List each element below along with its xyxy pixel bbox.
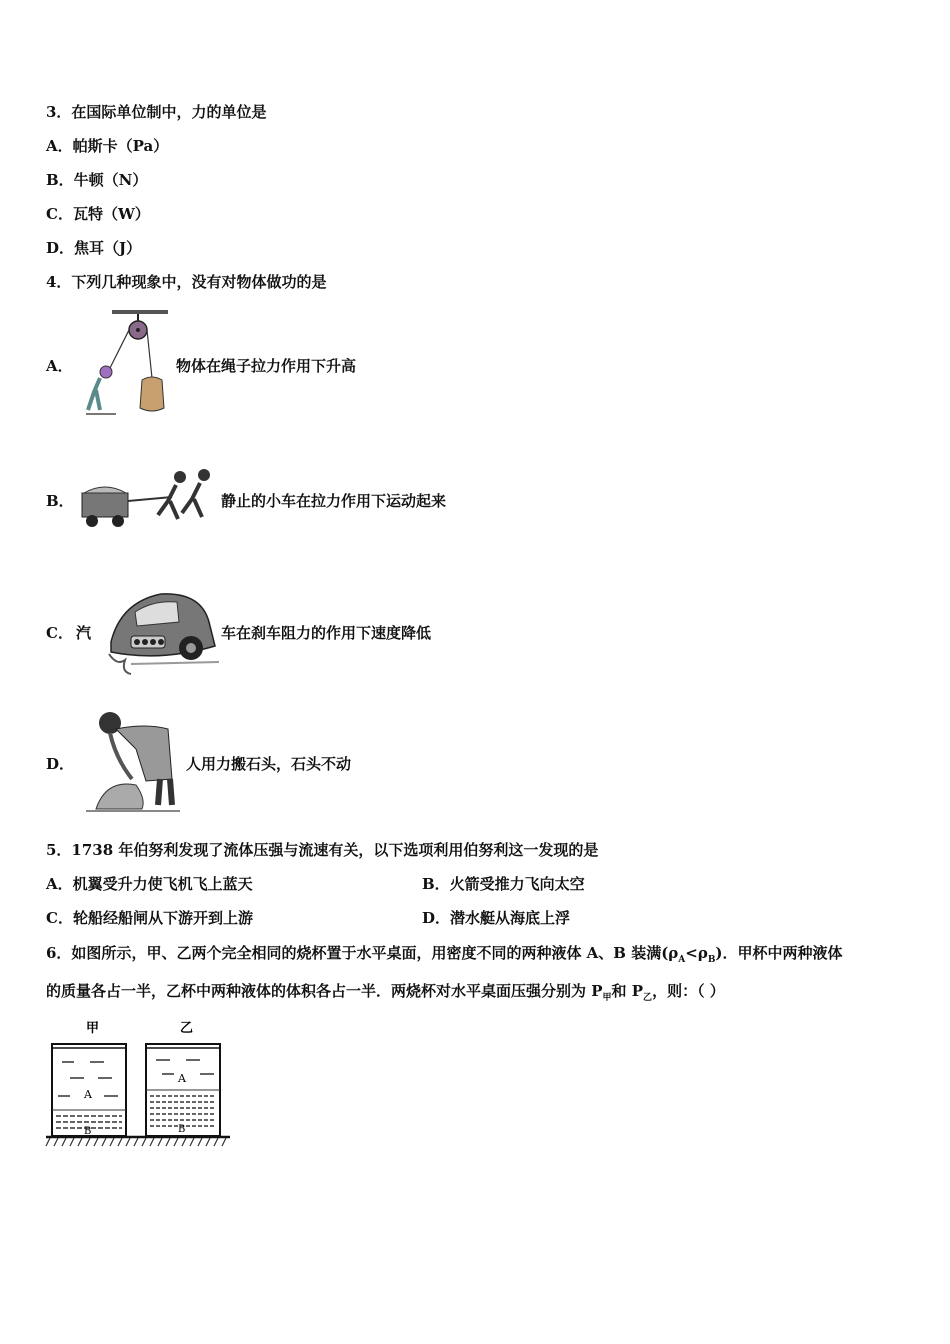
car-illustration (91, 582, 221, 682)
q4-stem: 4．下列几种现象中，没有对物体做功的是 (46, 273, 327, 291)
q5-option-b: B．火箭受推力飞向太空 (422, 875, 585, 893)
option-letter: D． (46, 754, 75, 773)
pulley-illustration (76, 310, 176, 420)
q3-option-a: A．帕斯卡（Pa） (46, 137, 169, 155)
p-yi-subscript: 乙 (643, 993, 653, 1003)
cart-illustration (76, 467, 221, 533)
option-text: 人用力搬石头，石头不动 (186, 754, 352, 773)
q3-stem: 3．在国际单位制中，力的单位是 (46, 103, 267, 121)
rho-a-subscript: A (678, 955, 686, 965)
q4-option-c (46, 572, 431, 692)
q5-option-a: A．机翼受升力使飞机飞上蓝天 (46, 875, 253, 893)
option-letter: B． (46, 491, 74, 510)
q6-stem-line1 (46, 943, 843, 970)
option-text: 静止的小车在拉力作用下运动起来 (221, 491, 447, 510)
option-text: 物体在绳子拉力作用下升高 (176, 356, 357, 375)
beaker-jia-liquid-a: A (84, 1088, 92, 1101)
p-jia-subscript: 甲 (602, 993, 612, 1003)
beaker-yi-label: 乙 (180, 1021, 194, 1036)
q3-option-b: B．牛顿（N） (46, 171, 148, 189)
q6-line2-mid: 和 P (611, 982, 644, 1000)
rho-b-subscript: B (707, 955, 716, 965)
beaker-yi-liquid-b: B (178, 1124, 186, 1135)
q5-option-c: C．轮船经船闸从下游开到上游 (46, 909, 253, 927)
q6-line2-tail: ，则：（ ） (652, 982, 725, 1000)
q6-line1-text: 6．如图所示，甲、乙两个完全相同的烧杯置于水平桌面，用密度不同的两种液体 A、B 装满(ρ (46, 944, 679, 962)
q6-stem-line2 (46, 981, 725, 1008)
beaker-jia-liquid-b: B (84, 1126, 92, 1137)
q6-line2-text: 的质量各占一半，乙杯中两种液体的体积各占一半．两烧杯对水平桌面压强分别为 P (46, 982, 603, 1000)
q5-option-d: D．潜水艇从海底上浮 (422, 909, 571, 927)
option-text: 车在刹车阻力的作用下速度降低 (221, 623, 432, 642)
beaker-yi (146, 1044, 220, 1136)
stone-lifting-illustration (76, 709, 186, 817)
beaker-jia (52, 1044, 126, 1137)
q4-option-d (46, 708, 351, 818)
q3-option-d: D．焦耳（J） (46, 239, 142, 257)
q3-option-c: C．瓦特（W） (46, 205, 150, 223)
q5-stem: 5．1738 年伯努利发现了流体压强与流速有关，以下选项利用伯努利这一发现的是 (46, 841, 599, 859)
beakers-figure (44, 1016, 234, 1152)
q4-option-b (46, 465, 446, 535)
option-letter: C． (46, 623, 73, 642)
q5-row-2 (46, 908, 571, 928)
option-text-prefix: 汽 (76, 623, 92, 642)
q4-option-a (46, 310, 356, 420)
beaker-jia-label: 甲 (86, 1021, 100, 1036)
table-surface (46, 1137, 230, 1146)
q5-row-1 (46, 874, 585, 894)
beaker-yi-liquid-a: A (178, 1072, 186, 1085)
option-letter: A． (46, 356, 73, 375)
q6-line1-tail: )．甲杯中两种液体 (715, 944, 843, 962)
rho-comparison: <ρ (685, 944, 708, 962)
